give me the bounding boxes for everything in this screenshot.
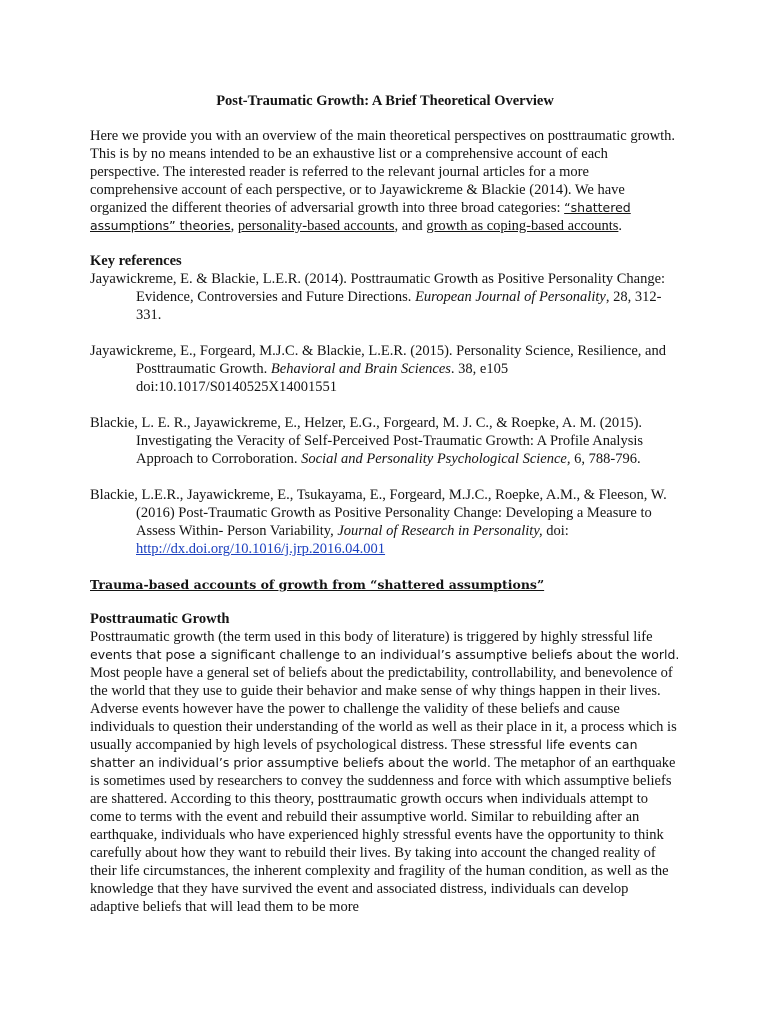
reference-1-journal: European Journal of Personality — [415, 289, 606, 305]
posttraumatic-growth-heading: Posttraumatic Growth — [90, 611, 230, 627]
intro-end: . — [618, 218, 623, 234]
intro-sep-1: , — [230, 218, 238, 234]
reference-4 — [90, 486, 680, 558]
reference-3-details: 6, 788-796. — [570, 451, 641, 467]
ptg-text-3: Most people have a general set of beliefs about the predictability, controllability, and benevolence of the world that they use to guide their behavior and make sense of why things happen in their lives. Adverse events however have the power to challenge the validity of these beliefs and cause individuals to question their understanding of the world as well as their place in it, a process which is usually accompanied by high levels of psychological distress. These — [90, 665, 677, 753]
doi-link[interactable]: http://dx.doi.org/10.1016/j.jrp.2016.04.001 — [136, 541, 386, 557]
reference-3-journal: Social and Personality Psychological Science, — [301, 451, 571, 467]
ptg-text-4: stressful life events can shatter an individual’s prior assumptive beliefs about the world. — [90, 737, 638, 770]
reference-2-journal: Behavioral and Brain Sciences — [270, 361, 451, 377]
reference-3-text: Blackie, L. E. R., Jayawickreme, E., Helzer, E.G., Forgeard, M. J. C., & Roepke, A. M. (2015). Investigating the Veracity of Self-Perceived Post-Traumatic Growth: A Profile Analysis Approach to Corroboration. — [90, 415, 644, 467]
posttraumatic-growth-paragraph — [90, 628, 680, 916]
key-references-heading: Key references — [90, 253, 182, 269]
reference-1 — [90, 270, 680, 324]
reference-2 — [90, 342, 680, 396]
reference-4-journal: Journal of Research in Personality, — [337, 523, 543, 539]
document-page — [90, 92, 680, 916]
reference-2-details: . 38, e105 doi:10.1017/S0140525X14001551 — [136, 361, 509, 395]
reference-1-text: Jayawickreme, E. & Blackie, L.E.R. (2014). Posttraumatic Growth as Positive Personality Change: Evidence, Controversies and Future Directions. — [90, 271, 666, 305]
ptg-text-5: The metaphor of an earthquake is sometimes used by researchers to convey the suddenness and force with which assumptive beliefs are shattered. According to this theory, posttraumatic growth occurs when individuals attempt to come to terms with the event and rebuild their assumptive world. Similar to rebuilding after an earthquake, individuals who have experienced highly stressful events have the opportunity to think carefully about how they want to rebuild their lives. By taking into account the changed reality of their life circumstances, the inherent complexity and fragility of the human condition, as well as the knowledge that they have survived the event and associated distress, individuals can develop adaptive beliefs that will lead them to be more — [90, 755, 676, 915]
ptg-text-2: events that pose a significant challenge to an individual’s assumptive beliefs about the world. — [90, 647, 680, 662]
reference-1-details: , 28, 312-331. — [136, 289, 662, 323]
reference-2-text: Jayawickreme, E., Forgeard, M.J.C. & Blackie, L.E.R. (2015). Personality Science, Resilience, and Posttraumatic Growth. — [90, 343, 666, 377]
document-title: Post-Traumatic Growth: A Brief Theoretical Overview — [216, 93, 554, 109]
intro-text: Here we provide you with an overview of the main theoretical perspectives on posttraumatic growth. This is by no means intended to be an exhaustive list or a comprehensive account of each perspective. The interested reader is referred to the relevant journal articles for a more comprehensive account of each perspective, or to Jayawickreme & Blackie (2014). We have organized the different theories of adversarial growth into three broad categories: — [90, 128, 676, 216]
intro-paragraph — [90, 127, 680, 235]
shattered-assumptions-link[interactable]: “shattered assumptions” theories — [90, 200, 631, 233]
reference-4-details: doi: — [542, 523, 569, 539]
coping-accounts-link[interactable]: growth as coping-based accounts — [426, 218, 619, 234]
reference-4-text: Blackie, L.E.R., Jayawickreme, E., Tsukayama, E., Forgeard, M.J.C., Roepke, A.M., & Fleeson, W. (2016) Post-Traumatic Growth as Positive Personality Change: Developing a Measure to Assess Within- Person Variability, — [90, 487, 667, 539]
intro-sep-2: , and — [394, 218, 427, 234]
personality-accounts-link[interactable]: personality-based accounts — [237, 218, 395, 234]
ptg-text-1: Posttraumatic growth (the term used in this body of literature) is triggered by highly stressful life — [90, 629, 653, 645]
reference-3 — [90, 414, 680, 468]
trauma-accounts-heading: Trauma-based accounts of growth from “shattered assumptions” — [90, 577, 545, 592]
